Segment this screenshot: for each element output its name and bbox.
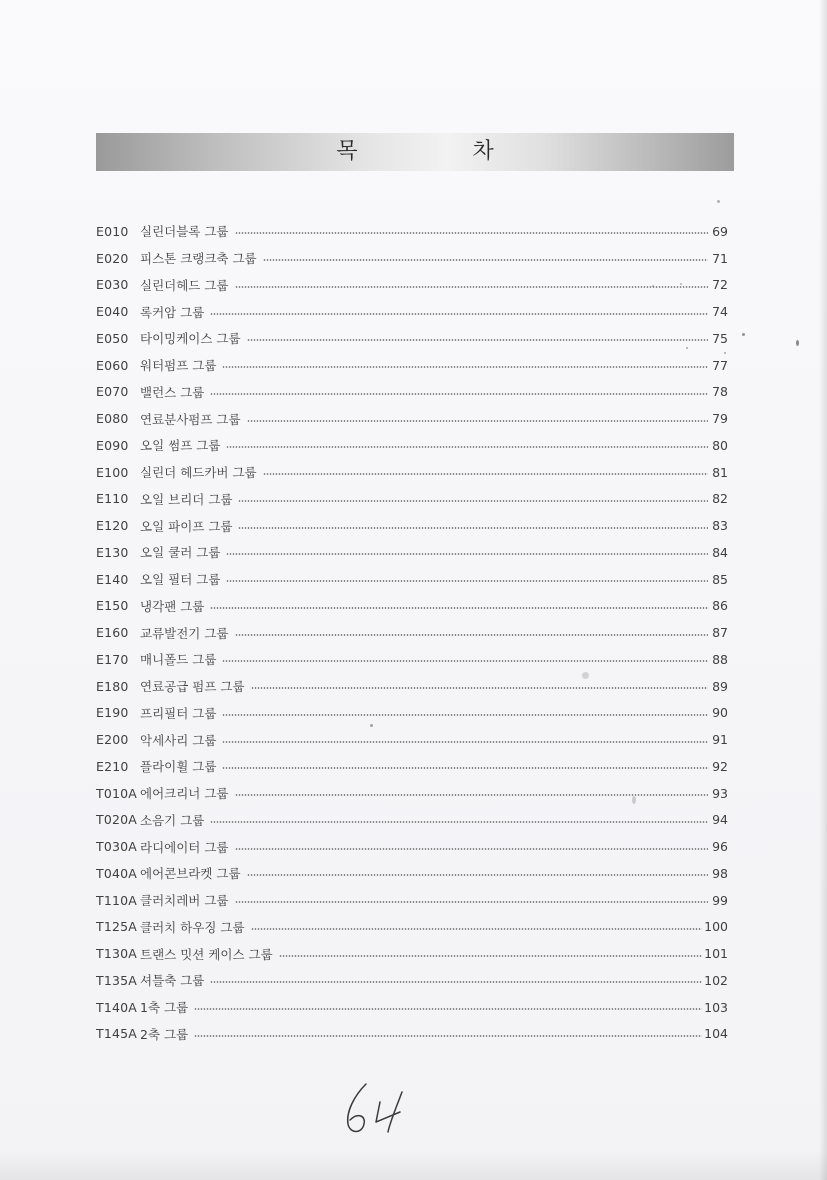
toc-dot-leader [238, 500, 708, 502]
toc-entry-code: T135A [96, 972, 138, 988]
toc-entry-code: E060 [96, 357, 129, 373]
toc-entry [96, 726, 728, 753]
toc-entry-page: 104 [704, 1026, 728, 1042]
scan-speck [370, 724, 373, 727]
toc-entry-code: E110 [96, 491, 129, 507]
toc-entry [96, 352, 728, 379]
toc-entry-title: 에어크리너 그룹 [140, 786, 229, 802]
toc-entry-title: 오일 쿨러 그룹 [140, 545, 221, 561]
toc-entry [96, 619, 728, 646]
toc-entry-code: T020A [96, 812, 138, 828]
toc-entry [96, 272, 728, 299]
toc-entry [96, 539, 728, 566]
toc-entry-title: 클러치 하우징 그룹 [140, 919, 245, 935]
toc-entry-code: T145A [96, 1026, 138, 1042]
toc-dot-leader [226, 553, 708, 555]
toc-entry-code: E170 [96, 651, 129, 667]
toc-entry-page: 69 [712, 223, 728, 239]
toc-dot-leader [251, 687, 708, 689]
toc-entry-page: 85 [712, 571, 728, 587]
toc-entry-code: E190 [96, 705, 129, 721]
toc-entry-title: 오일 브리더 그룹 [140, 491, 233, 507]
toc-entry [96, 566, 728, 593]
toc-entry-title: 실린더 헤드카버 그룹 [140, 465, 257, 481]
toc-dot-leader [235, 634, 709, 636]
toc-entry-title: 타이밍케이스 그룹 [140, 331, 241, 347]
toc-entry-title: 플라이휠 그룹 [140, 759, 217, 775]
table-of-contents [96, 218, 728, 1047]
toc-entry [96, 245, 728, 272]
toc-entry [96, 218, 728, 245]
toc-entry-code: T125A [96, 919, 138, 935]
toc-dot-leader [251, 928, 703, 930]
toc-entry-code: T130A [96, 946, 138, 962]
toc-entry-code: E150 [96, 598, 129, 614]
toc-entry-title: 워터펌프 그룹 [140, 358, 217, 374]
toc-entry [96, 325, 728, 352]
toc-entry-page: 102 [704, 972, 728, 988]
toc-dot-leader [222, 366, 708, 368]
toc-dot-leader [235, 848, 709, 850]
toc-dot-leader [247, 420, 708, 422]
toc-entry-page: 101 [704, 946, 728, 962]
toc-entry [96, 994, 728, 1021]
toc-entry-title: 연료분사펌프 그룹 [140, 411, 241, 427]
scan-speck [680, 283, 682, 285]
toc-entry-code: E100 [96, 464, 129, 480]
toc-entry-page: 103 [704, 999, 728, 1015]
toc-entry-code: E140 [96, 571, 129, 587]
toc-entry-code: E030 [96, 277, 129, 293]
title-banner [96, 133, 734, 171]
toc-entry [96, 887, 728, 914]
toc-entry-title: 라디에이터 그룹 [140, 839, 229, 855]
toc-entry-page: 80 [712, 437, 728, 453]
toc-entry-page: 93 [712, 785, 728, 801]
toc-dot-leader [222, 714, 708, 716]
toc-entry [96, 512, 728, 539]
toc-entry [96, 967, 728, 994]
toc-entry-code: E130 [96, 544, 129, 560]
toc-entry-code: E180 [96, 678, 129, 694]
toc-entry-title: 실린더헤드 그룹 [140, 277, 229, 293]
toc-dot-leader [194, 1035, 702, 1037]
toc-entry-code: E120 [96, 518, 129, 534]
toc-dot-leader [235, 901, 709, 903]
toc-entry-code: T010A [96, 785, 138, 801]
scan-speck [632, 796, 636, 804]
toc-entry-title: 실린더블록 그룹 [140, 224, 229, 240]
toc-dot-leader [194, 1008, 702, 1010]
toc-entry-title: 냉각팬 그룹 [140, 598, 205, 614]
toc-entry-code: E040 [96, 304, 129, 320]
toc-entry-page: 99 [712, 892, 728, 908]
toc-entry-code: T040A [96, 865, 138, 881]
toc-entry-code: E160 [96, 625, 129, 641]
toc-entry-page: 84 [712, 544, 728, 560]
toc-entry-title: 클러치레버 그룹 [140, 893, 229, 909]
toc-entry-page: 89 [712, 678, 728, 694]
toc-entry [96, 646, 728, 673]
toc-dot-leader [226, 446, 708, 448]
toc-entry [96, 486, 728, 513]
toc-entry-code: E200 [96, 732, 129, 748]
toc-entry [96, 940, 728, 967]
toc-entry-page: 96 [712, 839, 728, 855]
toc-dot-leader [247, 339, 708, 341]
toc-dot-leader [210, 313, 708, 315]
scan-speck [686, 347, 688, 349]
toc-entry-page: 92 [712, 758, 728, 774]
toc-entry-title: 에어콘브라켓 그룹 [140, 866, 241, 882]
toc-dot-leader [235, 286, 709, 288]
toc-entry-code: E050 [96, 330, 129, 346]
toc-entry-page: 88 [712, 651, 728, 667]
toc-entry-page: 98 [712, 865, 728, 881]
toc-entry-code: E080 [96, 411, 129, 427]
toc-dot-leader [263, 259, 708, 261]
handwritten-page-number [336, 1078, 426, 1138]
toc-entry-code: E210 [96, 758, 129, 774]
toc-dot-leader [222, 767, 708, 769]
page-title: 목 차 [336, 139, 548, 164]
toc-entry-page: 91 [712, 732, 728, 748]
toc-entry [96, 833, 728, 860]
toc-dot-leader [210, 393, 708, 395]
toc-entry-code: T140A [96, 999, 138, 1015]
toc-entry-page: 79 [712, 411, 728, 427]
toc-entry [96, 459, 728, 486]
toc-entry-page: 72 [712, 277, 728, 293]
toc-entry-title: 오일 필터 그룹 [140, 572, 221, 588]
scan-speck [652, 285, 654, 287]
toc-entry [96, 298, 728, 325]
toc-entry-page: 94 [712, 812, 728, 828]
toc-entry [96, 914, 728, 941]
toc-dot-leader [235, 794, 709, 796]
scan-speck [582, 672, 589, 679]
toc-dot-leader [263, 473, 708, 475]
toc-entry-title: 밸런스 그룹 [140, 384, 205, 400]
toc-entry-page: 83 [712, 518, 728, 534]
toc-entry-title: 교류발전기 그룹 [140, 625, 229, 641]
toc-dot-leader [210, 821, 708, 823]
toc-entry-page: 100 [704, 919, 728, 935]
toc-entry-title: 셔틀축 그룹 [140, 973, 205, 989]
toc-entry-code: E010 [96, 223, 129, 239]
toc-entry-code: E090 [96, 437, 129, 453]
toc-entry [96, 753, 728, 780]
toc-entry-page: 74 [712, 304, 728, 320]
toc-entry-title: 트랜스 밋션 케이스 그룹 [140, 946, 273, 962]
scan-speck [717, 200, 720, 203]
toc-dot-leader [247, 874, 708, 876]
scan-speck [796, 340, 799, 346]
toc-entry [96, 593, 728, 620]
toc-entry-title: 1축 그룹 [140, 1000, 189, 1016]
toc-entry-title: 프리필터 그룹 [140, 705, 217, 721]
toc-entry-code: E020 [96, 250, 129, 266]
toc-entry-code: E070 [96, 384, 129, 400]
toc-entry-page: 82 [712, 491, 728, 507]
toc-entry-title: 오일 썸프 그룹 [140, 438, 221, 454]
toc-entry [96, 807, 728, 834]
toc-dot-leader [238, 527, 708, 529]
toc-dot-leader [210, 981, 702, 983]
toc-entry [96, 700, 728, 727]
toc-entry [96, 379, 728, 406]
toc-entry-page: 90 [712, 705, 728, 721]
toc-dot-leader [222, 741, 708, 743]
toc-entry-title: 오일 파이프 그룹 [140, 518, 233, 534]
toc-dot-leader [210, 607, 708, 609]
toc-entry-code: T030A [96, 839, 138, 855]
toc-entry [96, 860, 728, 887]
toc-entry [96, 432, 728, 459]
scan-speck [742, 333, 745, 336]
toc-entry-page: 87 [712, 625, 728, 641]
scan-speck [724, 352, 726, 354]
toc-entry-code: T110A [96, 892, 138, 908]
toc-entry-title: 악세사리 그룹 [140, 732, 217, 748]
toc-entry-title: 록커암 그룹 [140, 304, 205, 320]
toc-entry-page: 86 [712, 598, 728, 614]
toc-entry-page: 71 [712, 250, 728, 266]
page-edge-shadow [819, 0, 827, 1180]
toc-dot-leader [235, 232, 709, 234]
toc-dot-leader [279, 955, 702, 957]
toc-entry-title: 매니폴드 그룹 [140, 652, 217, 668]
toc-entry-title: 2축 그룹 [140, 1026, 189, 1042]
toc-entry [96, 405, 728, 432]
toc-dot-leader [226, 580, 708, 582]
toc-entry-title: 연료공급 펌프 그룹 [140, 679, 245, 695]
toc-entry-title: 소음기 그룹 [140, 812, 205, 828]
toc-entry-title: 피스톤 크랭크축 그룹 [140, 251, 257, 267]
toc-entry-page: 75 [712, 330, 728, 346]
toc-entry [96, 1021, 728, 1048]
toc-dot-leader [222, 660, 708, 662]
toc-entry-page: 77 [712, 357, 728, 373]
toc-entry-page: 81 [712, 464, 728, 480]
toc-entry-page: 78 [712, 384, 728, 400]
toc-entry [96, 673, 728, 700]
page-bottom-shadow [0, 1150, 827, 1180]
